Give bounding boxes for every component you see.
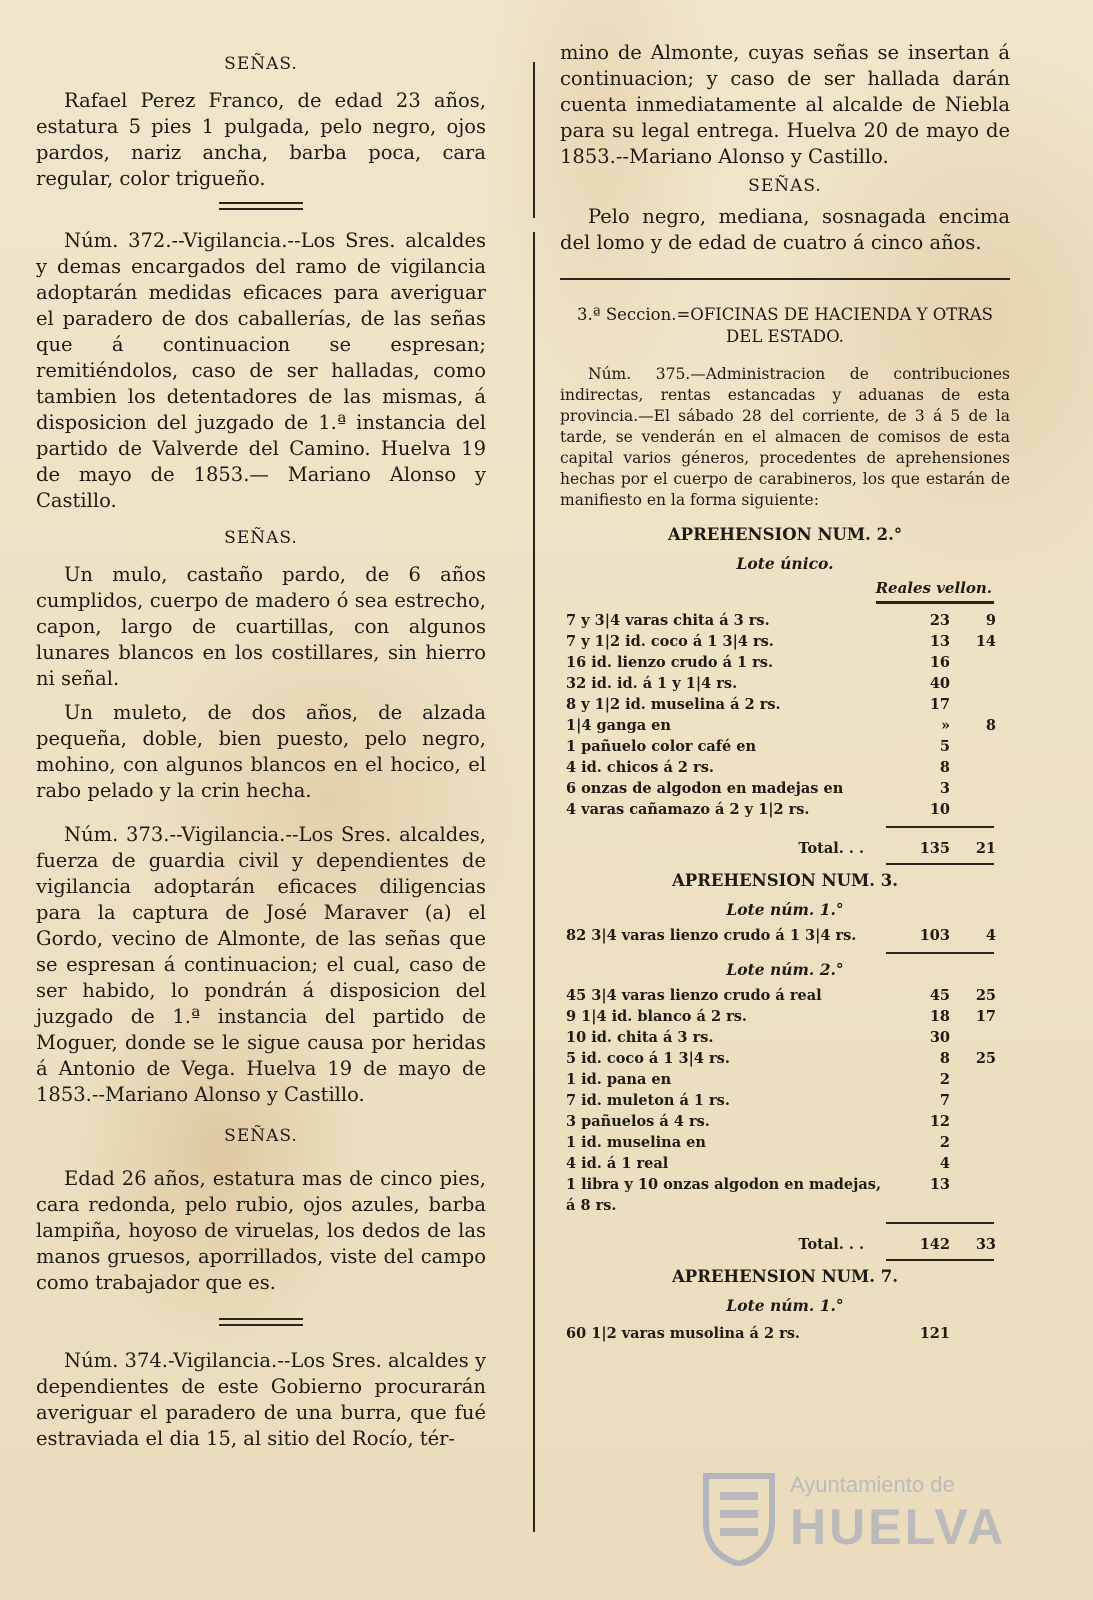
item-reales: 2 (939, 1134, 950, 1151)
table-row (560, 1174, 1010, 1216)
item-reales: » (940, 717, 950, 734)
item-reales: 12 (929, 1113, 950, 1130)
end-rule-ap3 (886, 1259, 994, 1261)
item-description: 32 id. id. á 1 y 1|4 rs. (566, 675, 738, 692)
item-cents: 9 (985, 612, 996, 629)
item-reales: 4 (939, 1155, 950, 1172)
table-row (560, 1090, 1010, 1111)
item-cents: 17 (975, 1008, 996, 1025)
table-row (560, 715, 1010, 736)
item-cents (954, 652, 1010, 673)
notice-375: Núm. 375.—Administracion de contribuciones indirectas, rentas estancadas y aduanas de esta provincia.—El sábado 28 del corriente, de 3 á 5 de la tarde, se venderán en el almacen de comisos de esta capital varios géneros, procedentes de aprehensiones hechas por el cuerpo de carabineros, los que estarán de manifiesto en la forma siguiente: (560, 365, 1010, 509)
aprehension-7-lote-1: Lote núm. 1.° (726, 1296, 844, 1315)
table-row (560, 1006, 1010, 1027)
table-row (560, 799, 1010, 820)
item-reales: 7 (939, 1092, 950, 1109)
item-reales: 13 (929, 633, 950, 650)
notice-373: Núm. 373.--Vigilancia.--Los Sres. alcaldes, fuerza de guardia civil y dependientes de vigilancia adoptarán eficaces diligencias para la captura de José Maraver (a) el Gordo, vecino de Almonte, de las señas que se espresan á continuacion; el cual, caso de ser habido, lo pondrán á disposicion del juzgado de 1.ª instancia del partido de Moguer, donde se le sigue causa por heridas á Antonio de Vega. Huelva 19 de mayo de 1853.--Mariano Alonso y Castillo. (36, 823, 486, 1106)
total-rule-ap3 (886, 1222, 994, 1224)
item-cents (954, 1153, 1010, 1174)
item-description: 1 pañuelo color café en (566, 738, 757, 755)
table-row (560, 610, 1010, 631)
item-description: 45 3|4 varas lienzo crudo á real (566, 987, 822, 1004)
table-row (560, 694, 1010, 715)
total-label: Total. . . (798, 1236, 864, 1253)
item-description: 9 1|4 id. blanco á 2 rs. (566, 1008, 747, 1025)
item-description: 7 y 3|4 varas chita á 3 rs. (566, 612, 770, 629)
total-rule-ap2 (886, 826, 994, 828)
table-row (560, 631, 1010, 652)
item-cents (954, 1027, 1010, 1048)
table-row (560, 1069, 1010, 1090)
aprehension-3-lote-1: Lote núm. 1.° (726, 900, 844, 919)
total-row (560, 834, 1010, 859)
table-row (560, 673, 1010, 694)
senas-heading-3: SEÑAS. (224, 1126, 298, 1146)
table-row (560, 1048, 1010, 1069)
item-cents (954, 757, 1010, 778)
senas-heading-2: SEÑAS. (224, 528, 298, 548)
item-reales: 17 (929, 696, 950, 713)
notice-374-continued: mino de Almonte, cuyas señas se insertan á continuacion; y caso de ser hallada darán cuenta inmediatamente al alcalde de Niebla para su legal entrega. Huelva 20 de mayo de 1853.--Mariano Alonso y Castillo. (560, 41, 1010, 168)
item-description: 7 id. muleton á 1 rs. (566, 1092, 730, 1109)
item-reales: 45 (929, 987, 950, 1004)
item-description: 4 id. chicos á 2 rs. (566, 759, 714, 776)
item-description: 1 id. muselina en (566, 1134, 706, 1151)
aprehension-2-lote: Lote único. (736, 554, 834, 573)
table-row (560, 736, 1010, 757)
watermark-top-text: Ayuntamiento de (790, 1472, 955, 1497)
separator-rule-1 (219, 202, 303, 210)
archive-watermark (690, 1470, 1020, 1580)
item-description: 4 id. á 1 real (566, 1155, 669, 1172)
aprehension-7-table (560, 1323, 1010, 1344)
table-row (560, 1111, 1010, 1132)
table-row (560, 1027, 1010, 1048)
aprehension-3-lote-2: Lote núm. 2.° (726, 960, 844, 979)
aprehension-7-title: APREHENSION NUM. 7. (671, 1267, 899, 1286)
item-reales: 8 (939, 759, 950, 776)
item-cents: 8 (985, 717, 996, 734)
senas-description-burra: Pelo negro, mediana, sosnagada encima del lomo y de edad de cuatro á cinco años. (560, 205, 1010, 254)
city-crest-icon (700, 1470, 778, 1566)
item-cents (954, 673, 1010, 694)
item-cents (954, 1174, 1010, 1216)
item-description: 7 y 1|2 id. coco á 1 3|4 rs. (566, 633, 774, 650)
item-description: 6 onzas de algodon en madejas en (566, 780, 844, 797)
item-reales: 10 (929, 801, 950, 818)
item-reales: 16 (929, 654, 950, 671)
item-cents (954, 1323, 1010, 1344)
table-row (560, 778, 1010, 799)
aprehension-2-title: APREHENSION NUM. 2.° (667, 525, 903, 544)
item-description: 5 id. coco á 1 3|4 rs. (566, 1050, 730, 1067)
item-reales: 40 (929, 675, 950, 692)
table-row (560, 1132, 1010, 1153)
aprehension-3-title: APREHENSION NUM. 3. (671, 871, 899, 890)
item-reales: 2 (939, 1071, 950, 1088)
table-row (560, 925, 1010, 946)
aprehension-2-total (560, 834, 1010, 859)
reales-vellon-header: Reales vellon. (875, 579, 992, 597)
header-rule (876, 601, 994, 604)
total-label: Total. . . (798, 840, 864, 857)
item-description: 16 id. lienzo crudo á 1 rs. (566, 654, 774, 671)
total-cents: 21 (975, 840, 996, 857)
item-reales: 23 (929, 612, 950, 629)
column-divider-top (533, 62, 535, 218)
item-reales: 13 (929, 1176, 950, 1193)
item-cents (954, 1090, 1010, 1111)
item-cents (954, 799, 1010, 820)
item-cents: 25 (975, 1050, 996, 1067)
item-reales: 5 (939, 738, 950, 755)
item-cents (954, 1111, 1010, 1132)
item-cents (954, 1132, 1010, 1153)
senas-heading-4: SEÑAS. (748, 176, 822, 196)
right-column (560, 40, 1010, 1344)
senas-description-muleto: Un muleto, de dos años, de alzada pequeña, doble, bien puesto, pelo negro, mohino, con algunos blancos en el hocico, el rabo pelado y la crin hecha. (36, 701, 486, 802)
senas-description-mulo: Un mulo, castaño pardo, de 6 años cumplidos, cuerpo de madero ó sea estrecho, capon, largo de cuartillas, con algunos lunares blancos en los costillares, sin hierro ni señal. (36, 563, 486, 690)
senas-description-3: Edad 26 años, estatura mas de cinco pies, cara redonda, pelo rubio, ojos azules, barba lampiña, hoyoso de viruelas, los dedos de las manos gruesos, aporrillados, viste del campo como trabajador que es. (36, 1167, 486, 1294)
section-3-title (560, 304, 1010, 348)
total-cents: 33 (975, 1236, 996, 1253)
notice-372: Núm. 372.--Vigilancia.--Los Sres. alcaldes y demas encargados del ramo de vigilancia adoptarán medidas eficaces para averiguar el paradero de dos caballerías, de las señas que á continuacion se espresan; remitiéndolos, caso de ser halladas, como tambien los detentadores de las mismas, á disposicion del juzgado de 1.ª instancia del partido de Valverde del Camino. Huelva 19 de mayo de 1853.— Mariano Alonso y Castillo. (36, 229, 486, 512)
column-divider-bottom (533, 232, 535, 1532)
table-row (560, 652, 1010, 673)
item-cents: 4 (985, 927, 996, 944)
item-reales: 103 (919, 927, 950, 944)
item-reales: 121 (919, 1325, 950, 1342)
item-cents (954, 1069, 1010, 1090)
watermark-main-text: HUELVA (790, 1499, 1007, 1555)
aprehension-3-total (560, 1230, 1010, 1255)
total-row (560, 1230, 1010, 1255)
item-cents: 25 (975, 987, 996, 1004)
item-cents (954, 694, 1010, 715)
table-row (560, 757, 1010, 778)
senas-description-1: Rafael Perez Franco, de edad 23 años, estatura 5 pies 1 pulgada, pelo negro, ojos pardos, nariz ancha, barba poca, cara regular, color trigueño. (36, 89, 486, 190)
aprehension-2-table (560, 610, 1010, 820)
item-reales: 18 (929, 1008, 950, 1025)
total-reales: 135 (919, 840, 950, 857)
item-description: 10 id. chita á 3 rs. (566, 1029, 714, 1046)
separator-rule-2 (219, 1318, 303, 1326)
end-rule-ap2 (886, 863, 994, 865)
section-name: =OFICINAS DE HACIENDA Y OTRAS DEL ESTADO. (676, 305, 993, 346)
left-column (36, 40, 486, 1452)
item-cents: 14 (975, 633, 996, 650)
item-description: 1 libra y 10 onzas algodon en madejas, á 8 rs. (566, 1176, 882, 1214)
item-description: 1|4 ganga en (566, 717, 671, 734)
aprehension-3-lote-1-table (560, 925, 1010, 946)
notice-374: Núm. 374.-Vigilancia.--Los Sres. alcaldes y dependientes de este Gobierno procurarán averiguar el paradero de una burra, que fué estraviada el dia 15, al sitio del Rocío, tér- (36, 1349, 486, 1450)
item-description: 8 y 1|2 id. muselina á 2 rs. (566, 696, 781, 713)
item-cents (954, 736, 1010, 757)
item-reales: 8 (939, 1050, 950, 1067)
item-reales: 3 (939, 780, 950, 797)
table-row (560, 1153, 1010, 1174)
item-reales: 30 (929, 1029, 950, 1046)
total-reales: 142 (919, 1236, 950, 1253)
lote-1-rule (886, 952, 994, 954)
table-row (560, 1323, 1010, 1344)
item-description: 3 pañuelos á 4 rs. (566, 1113, 710, 1130)
section-label: 3.ª Seccion. (577, 305, 677, 324)
table-row (560, 985, 1010, 1006)
aprehension-3-lote-2-table (560, 985, 1010, 1216)
item-description: 1 id. pana en (566, 1071, 672, 1088)
item-description: 60 1|2 varas musolina á 2 rs. (566, 1325, 800, 1342)
senas-heading-1: SEÑAS. (224, 54, 298, 74)
item-description: 4 varas cañamazo á 2 y 1|2 rs. (566, 801, 810, 818)
item-cents (954, 778, 1010, 799)
item-description: 82 3|4 varas lienzo crudo á 1 3|4 rs. (566, 927, 857, 944)
